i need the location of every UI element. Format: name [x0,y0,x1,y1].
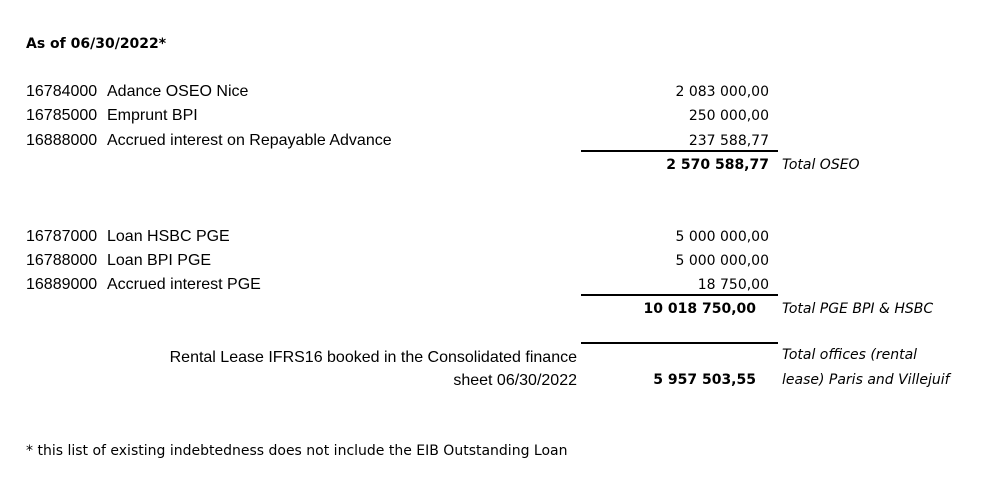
pge-total-label: Total PGE BPI & HSBC [782,301,934,317]
as-of-date-heading: As of 06/30/2022* [26,36,167,52]
lease-label-line-2: sheet 06/30/2022 [453,372,577,389]
lease-total-label-line-2: lease) Paris and Villejuif [782,372,950,388]
oseo-row-1-label: Adance OSEO Nice [107,83,249,100]
pge-row-3-label: Accrued interest PGE [107,276,261,293]
pge-row-2-label: Loan BPI PGE [107,252,212,269]
oseo-row-3-label: Accrued interest on Repayable Advance [107,132,392,149]
pge-total-rule [581,294,778,296]
lease-total-label-line-1: Total offices (rental [782,347,918,363]
oseo-row-1-account: 16784000 [26,83,98,100]
oseo-row-3-account: 16888000 [26,132,98,149]
pge-total-amount: 10 018 750,00 [643,301,756,317]
oseo-row-3-amount: 237 588,77 [688,133,769,149]
pge-row-1-label: Loan HSBC PGE [107,228,230,245]
lease-label-line-1: Rental Lease IFRS16 booked in the Consolidated finance [169,349,577,366]
oseo-total-amount: 2 570 588,77 [666,157,769,173]
pge-row-1-amount: 5 000 000,00 [675,229,769,245]
lease-amount: 5 957 503,55 [653,372,756,388]
oseo-row-2-amount: 250 000,00 [688,108,769,124]
oseo-row-2-label: Emprunt BPI [107,107,198,124]
oseo-total-rule [581,150,778,152]
pge-row-3-amount: 18 750,00 [697,277,769,293]
pge-row-1-account: 16787000 [26,228,98,245]
oseo-total-label: Total OSEO [782,157,860,173]
pge-row-3-account: 16889000 [26,276,98,293]
oseo-row-1-amount: 2 083 000,00 [675,84,769,100]
oseo-row-2-account: 16785000 [26,107,98,124]
footnote: * this list of existing indebtedness does not include the EIB Outstanding Loan [26,443,568,459]
lease-top-rule [581,342,778,344]
pge-row-2-account: 16788000 [26,252,98,269]
pge-row-2-amount: 5 000 000,00 [675,253,769,269]
